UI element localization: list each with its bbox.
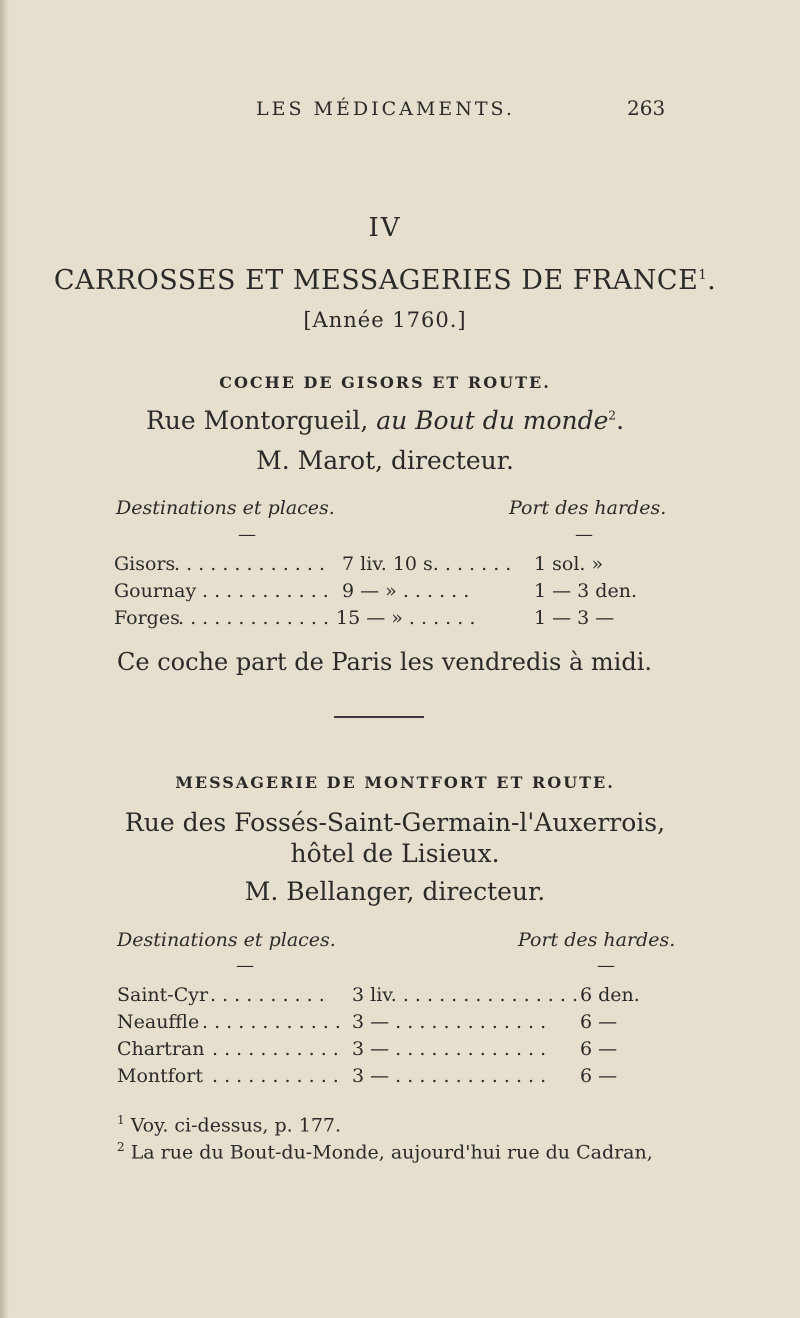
section2-row-port: 6 — [580, 1011, 618, 1033]
section1-col-dash-right: — [575, 524, 593, 545]
section1-heading: COCHE DE GISORS ET ROUTE. [219, 373, 551, 392]
section1-col-port: Port des hardes. [509, 497, 667, 519]
section1-row-leader: . . . . . . . . . . . . . [174, 553, 325, 575]
footnote-ref-2: 2 [608, 408, 617, 423]
footnote [117, 1140, 653, 1163]
section2-row-port: 6 — [580, 1065, 618, 1087]
section2-address-line1: Rue des Fossés-Saint-Germain-l'Auxerrois, [124, 808, 666, 837]
footnote-mark: 2 [117, 1140, 125, 1154]
section1-row-price: 7 liv. 10 s. . . . . . . [342, 553, 512, 575]
running-title: LES MÉDICAMENTS. [256, 98, 515, 120]
section2-col-port: Port des hardes. [518, 929, 676, 951]
section2-row-place: Chartran [117, 1038, 205, 1060]
section1-address [0, 406, 770, 435]
section2-director: M. Bellanger, directeur. [244, 877, 546, 906]
section1-address-italic: au Bout du monde [376, 406, 609, 435]
section2-row-leader: . . . . . . . . . . . . [202, 1011, 341, 1033]
footnote-text: Voy. ci-dessus, p. 177. [130, 1114, 342, 1137]
section2-row-place: Neauffle [117, 1011, 200, 1033]
section1-departure: Ce coche part de Paris les vendredis à midi. [117, 648, 653, 676]
section1-col-destinations: Destinations et places. [116, 497, 335, 519]
section2-col-dash-right: — [597, 955, 615, 976]
section2-row-place: Saint-Cyr [117, 984, 209, 1006]
section1-director: M. Marot, directeur. [256, 446, 514, 475]
section1-row-place: Gisors [114, 553, 176, 575]
section2-col-dash-left: — [236, 955, 254, 976]
section2-row-price: 3 — . . . . . . . . . . . . . [352, 1011, 547, 1033]
section2-row-leader: . . . . . . . . . . [210, 984, 325, 1006]
section1-col-dash-left: — [238, 524, 256, 545]
section1-address-suffix: . [616, 406, 625, 435]
section1-address-prefix: Rue Montorgueil, [145, 406, 377, 435]
page-edge [0, 0, 9, 1318]
chapter-title-text: CARROSSES ET MESSAGERIES DE FRANCE [53, 265, 699, 296]
section1-row-price: 15 — » . . . . . . [336, 607, 476, 629]
footnote-mark: 1 [117, 1113, 125, 1127]
section2-row-port: 6 den. [580, 984, 640, 1006]
chapter-number: IV [368, 213, 402, 243]
section1-row-port: 1 — 3 — [534, 607, 615, 629]
section2-row-place: Montfort [117, 1065, 203, 1087]
section2-row-price: 3 liv. . . . . . . . . . . . . . . . [352, 984, 578, 1006]
section1-row-port: 1 — 3 den. [534, 580, 637, 602]
footnote-text: La rue du Bout-du-Monde, aujourd'hui rue du Cadran, [130, 1141, 653, 1164]
section-divider [334, 716, 424, 718]
section1-row-price: 9 — » . . . . . . [342, 580, 470, 602]
section2-row-price: 3 — . . . . . . . . . . . . . [352, 1038, 547, 1060]
section1-row-leader: . . . . . . . . . . . [202, 580, 329, 602]
footnote-ref-1: 1 [698, 268, 708, 283]
section1-row-place: Forges [114, 607, 180, 629]
chapter-title: CARROSSES ET MESSAGERIES DE FRANCE$^1$. [53, 265, 717, 296]
page-number: 263 [627, 96, 666, 120]
section1-row-leader: . . . . . . . . . . . . . [178, 607, 329, 629]
chapter-year: [Année 1760.] [303, 308, 467, 332]
section2-col-destinations: Destinations et places. [117, 929, 336, 951]
section2-row-leader: . . . . . . . . . . . [212, 1038, 339, 1060]
section1-row-port: 1 sol. » [534, 553, 604, 575]
section2-row-port: 6 — [580, 1038, 618, 1060]
section2-heading: MESSAGERIE DE MONTFORT ET ROUTE. [175, 773, 615, 792]
section1-row-place: Gournay [114, 580, 197, 602]
footnote [117, 1113, 341, 1136]
section2-row-price: 3 — . . . . . . . . . . . . . [352, 1065, 547, 1087]
section2-address-line2: hôtel de Lisieux. [290, 839, 500, 868]
section2-row-leader: . . . . . . . . . . . [212, 1065, 339, 1087]
